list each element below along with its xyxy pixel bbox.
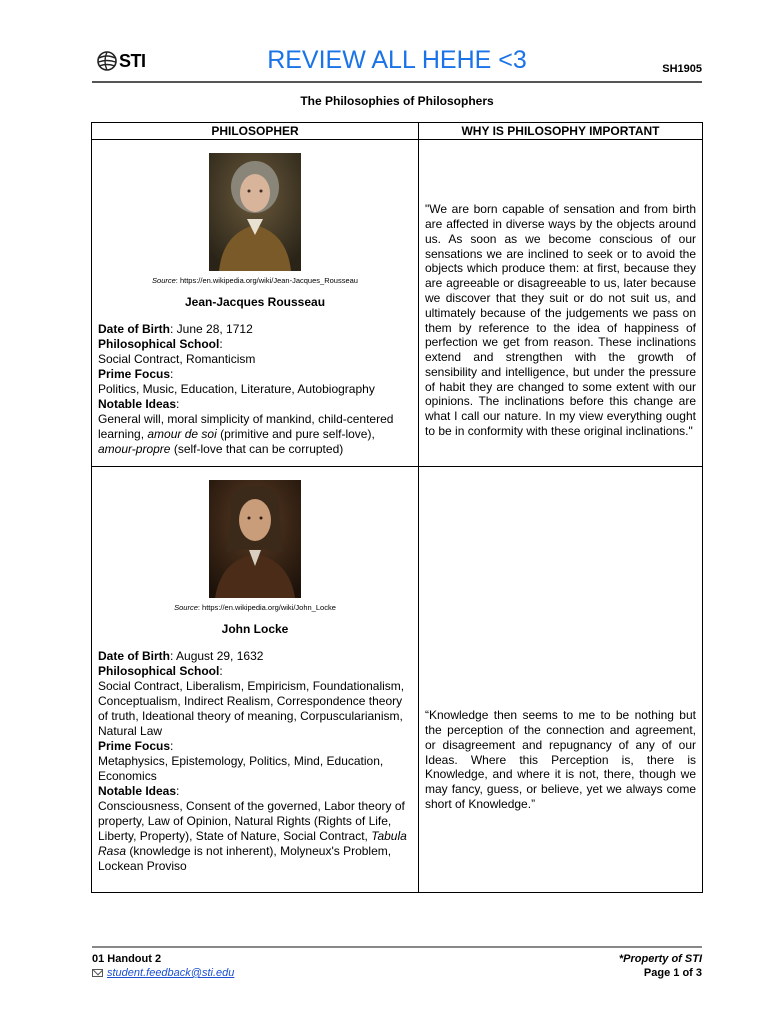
table-row-locke bbox=[92, 467, 703, 893]
footer-right bbox=[619, 952, 702, 980]
philosophy-quote: “Knowledge then seems to me to be nothing but the perception of the connection and agreement, or disagreement and repugnancy of any of our Ideas. Where this Perception is, there is Knowledge, and where it is not, there, though we may fancy, guess, or believe, yet we always come short of Knowledge.” bbox=[419, 467, 703, 893]
philosophers-table bbox=[91, 122, 703, 893]
philosopher-details: Date of Birth: June 28, 1712 Philosophical School: Social Contract, Romanticism Prime Focus: Politics, Music, Education, Literature, Autobiography Notable Ideas: General will, moral simplicity of mankind, child-centered learning, amour de soi (primitive and pure self-love), amour-propre (self-love that can be corrupted) bbox=[98, 322, 412, 457]
property-label: *Property of STI bbox=[618, 953, 702, 965]
mail-icon bbox=[92, 969, 103, 977]
philosophy-quote: "We are born capable of sensation and from birth are affected in diverse ways by the objects around us. As soon as we become conscious of our sensations we are inclined to seek or to avoid the objects which produce them: at first, because they are agreeable or disagreeable to us, later because we discover that they suit or do not suit us, and ultimately because of the judgements we pass on them by reference to the idea of happiness of perfection we get from reason. These inclinations extend and strengthen with the growth of sensibility and intelligence, but under the pressure of habit they are changed to some extent with our opinions. The inclinations before this change are what I call our nature. In my view everything ought to be in conformity with these original inclinations." bbox=[419, 140, 703, 467]
date-of-birth: June 28, 1712 bbox=[176, 322, 253, 336]
locke-portrait bbox=[209, 480, 301, 598]
date-of-birth: August 29, 1632 bbox=[176, 649, 264, 663]
footer-divider bbox=[92, 946, 702, 948]
table-header-row bbox=[92, 123, 703, 140]
philosophical-school: Social Contract, Romanticism bbox=[98, 352, 256, 366]
footer-left bbox=[92, 952, 234, 980]
column-header-why-important: WHY IS PHILOSOPHY IMPORTANT bbox=[419, 123, 703, 140]
column-header-philosopher: PHILOSOPHER bbox=[92, 123, 419, 140]
rousseau-portrait bbox=[209, 153, 301, 271]
notable-ideas: Consciousness, Consent of the governed, Labor theory of property, Law of Opinion, Natural Rights (Rights of Life, Liberty, Property), State of Nature, Social Contract, Tabula Rasa (knowledge is not inherent), Molyneux's Problem, Lockean Proviso bbox=[98, 799, 407, 873]
handout-label: 01 Handout 2 bbox=[92, 953, 162, 965]
page-header bbox=[92, 40, 702, 82]
philosopher-name: John Locke bbox=[221, 622, 289, 636]
philosopher-details: Date of Birth: August 29, 1632 Philosophical School: Social Contract, Liberalism, Empiricism, Foundationalism, Conceptualism, Indirect Realism, Correspondence theory of truth, Ideational theory of meaning, Corpuscularianism, Natural Law Prime Focus: Metaphysics, Epistemology, Politics, Mind, Education, Economics Notable Ideas: Consciousness, Consent of the governed, Labor theory of property, Law of Opinion, Natural Rights (Rights of Life, Liberty, Property), State of Nature, Social Contract, Tabula Rasa (knowledge is not inherent), Molyneux's Problem, Lockean Proviso bbox=[98, 649, 412, 874]
document-title: REVIEW ALL HEHE <3 bbox=[267, 46, 527, 74]
header-divider bbox=[92, 81, 702, 83]
page-subtitle: The Philosophies of Philosophers bbox=[300, 94, 494, 108]
philosophical-school: Social Contract, Liberalism, Empiricism, Foundationalism, Conceptualism, Indirect Realism, Correspondence theory of truth, Ideational theory of meaning, Corpuscularianism, Natural Law bbox=[98, 679, 405, 738]
document-code: SH1905 bbox=[662, 63, 702, 75]
prime-focus: Politics, Music, Education, Literature, Autobiography bbox=[98, 382, 375, 396]
prime-focus: Metaphysics, Epistemology, Politics, Mind, Education, Economics bbox=[98, 754, 384, 783]
page-number: Page 1 of 3 bbox=[643, 967, 702, 979]
notable-ideas: General will, moral simplicity of mankind, child-centered learning, amour de soi (primitive and pure self-love), amour-propre (self-love that can be corrupted) bbox=[98, 412, 394, 456]
feedback-email-link[interactable]: student.feedback@sti.edu bbox=[107, 967, 235, 979]
philosopher-cell bbox=[92, 140, 419, 467]
image-source-caption: Source: https://en.wikipedia.org/wiki/John_Locke bbox=[174, 603, 336, 612]
philosopher-name: Jean-Jacques Rousseau bbox=[184, 295, 326, 309]
logo-text: STI bbox=[119, 50, 146, 71]
image-source-caption: Source: https://en.wikipedia.org/wiki/Jean-Jacques_Rousseau bbox=[152, 276, 358, 285]
philosopher-cell bbox=[92, 467, 419, 893]
table-row-rousseau bbox=[92, 140, 703, 467]
